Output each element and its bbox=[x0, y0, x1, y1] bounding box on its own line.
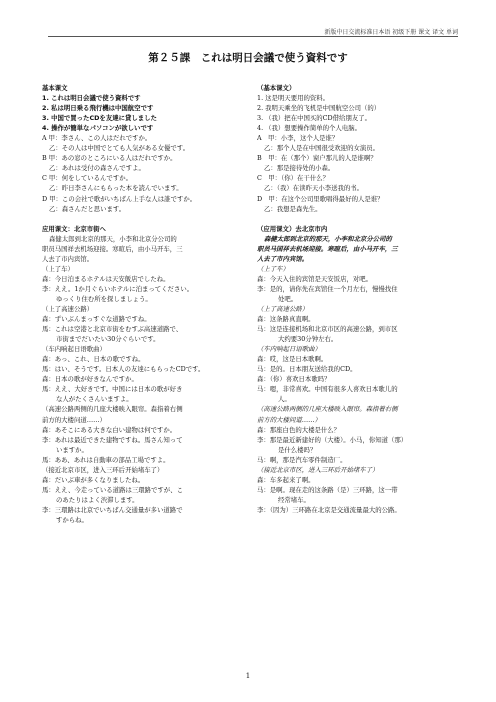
left-column-line: 应用课文：北京市街へ bbox=[42, 224, 106, 233]
right-column-line: 马：这是连接机场和北京市区的高速公路，到市区 bbox=[257, 325, 398, 334]
left-column-line: 乙：その人は中国でとても人気がある女優です。 bbox=[49, 144, 190, 153]
japanese-column bbox=[42, 83, 248, 525]
left-column-line: 馬：ええ、大好きです。中国には日本の歌が好き bbox=[42, 385, 183, 394]
right-column-line: 大约要30分钟左右。 bbox=[278, 335, 338, 344]
left-column-line: C 甲：何をしているんですか。 bbox=[42, 174, 132, 183]
right-column-line: 森：这条路真直啊。 bbox=[257, 315, 315, 324]
right-column-line: A 甲：小李，这个人是谁？ bbox=[257, 134, 339, 143]
right-column-line: 前方的大楼问道……） bbox=[257, 415, 321, 424]
right-column-line: 乙：那是接待处的小森。 bbox=[264, 164, 335, 173]
left-column-line: （上了高速公路） bbox=[42, 304, 94, 313]
left-column-line: 森：ずいぶんまっすぐな道路ですね。 bbox=[42, 315, 151, 324]
right-column-line: 是什么楼吗？ bbox=[278, 445, 317, 454]
left-column-line: 李：あれは最近できた建物ですね。馬さん知って bbox=[42, 435, 183, 444]
left-column-line: 市街までだいたい30分ぐらいです。 bbox=[56, 335, 160, 344]
left-column-line: 森：だいぶ車が多くなりましたね。 bbox=[42, 475, 145, 484]
right-column-line: C 甲：（你）在干什么？ bbox=[257, 174, 329, 183]
right-column-line: 2. 我明天乘坐的飞机是中国航空公司（的） bbox=[257, 104, 381, 113]
left-column-line: 森：あっ、これ、日本の歌ですね。 bbox=[42, 355, 145, 364]
right-column-line: 李：那是最近新建好的（大楼）。小马，你知道（那） bbox=[257, 435, 408, 444]
right-column-line: 乙：那个人是在中国很受欢迎的女演员。 bbox=[264, 144, 380, 153]
right-column-line: 乙：我想是森先生。 bbox=[264, 204, 322, 213]
left-column-line: 森：今日泊まるホテルは天安飯店でしたね。 bbox=[42, 274, 170, 283]
left-column-line: いますか。 bbox=[56, 445, 88, 454]
left-column-line: （高速公路两侧的几座大楼映入眼帘。森指着右侧 bbox=[42, 405, 183, 414]
left-column-line: のあたりはよく渋滞します。 bbox=[56, 495, 139, 504]
right-column-line: 经常堵车。 bbox=[278, 495, 310, 504]
right-column-line: B 甲：在（那个）窗户那儿的人是谁啊？ bbox=[257, 154, 377, 163]
left-column-line: （车内响起日语歌曲） bbox=[42, 345, 106, 354]
right-column-line: 处吧。 bbox=[278, 294, 298, 303]
right-column-line: 马：是的。日本朋友送给我的CD。 bbox=[257, 365, 357, 374]
right-column-line: 人去了市内宾馆。 bbox=[257, 254, 309, 263]
left-column-line: 1. これは明日会議で使う資料です bbox=[42, 94, 141, 103]
right-column-line: 乙：（我）在读昨天小李送我的书。 bbox=[264, 184, 364, 193]
left-column-line: 馬：これは空港と北京市街をむすぶ高速道路で、 bbox=[42, 325, 183, 334]
right-column-line: 森：那座白色的大楼是什么？ bbox=[257, 425, 341, 434]
right-column-line: （高速公路两侧的几座大楼映入眼帘。森指着右侧 bbox=[257, 405, 398, 414]
left-column-line: 2. 私は明日乗る飛行機は中国航空です bbox=[42, 104, 154, 113]
right-column-line: D 甲：在这个公司里歌唱得最好的人是谁？ bbox=[257, 194, 384, 203]
right-column-line: 马：嗯，非常喜欢。中国有很多人喜欢日本歌儿的 bbox=[257, 385, 398, 394]
right-column-line: 森健太郎到北京的那天，小李和北京分公司的 bbox=[264, 234, 392, 243]
right-column-line: （上了高速公路） bbox=[257, 304, 309, 313]
left-column-line: 乙：あれは受付の森さんですよ。 bbox=[49, 164, 145, 173]
right-column-line: （上了车） bbox=[257, 264, 289, 273]
left-column-line: 森：あそこにある大きな白い建物は何ですか。 bbox=[42, 425, 177, 434]
right-column-line: 李：（因为）三环路在北京是交通流量最大的公路。 bbox=[257, 505, 401, 514]
right-column-line: 3. （我）把在中国买的CD借给朋友了。 bbox=[257, 114, 372, 123]
left-column-line: 人去了市内宾馆。 bbox=[42, 254, 94, 263]
left-column-line: 森健太郎到北京的那天，小李和北京分公司的 bbox=[49, 234, 177, 243]
right-column-line: 4. （我）想要操作简单的个人电脑。 bbox=[257, 124, 361, 133]
right-column-line: 人。 bbox=[278, 395, 291, 404]
lesson-title: 第２５課 これは明日会議で使う資料です bbox=[148, 52, 348, 64]
left-column-line: 基本课文 bbox=[42, 84, 68, 92]
left-column-line: な人がたくさんいますよ。 bbox=[56, 395, 133, 404]
left-column-line: 李：三環路は北京でいちばん交通量が多い道路で bbox=[42, 505, 183, 514]
right-column-line: 李：是的，请你先在宾馆住一个月左右，慢慢找住 bbox=[257, 284, 398, 293]
right-column-line: 森：哎，这是日本歌啊。 bbox=[257, 355, 328, 364]
right-column-line: 1. 这是明天要用的资料。 bbox=[257, 94, 330, 103]
left-column-line: 职员马国祥去机场迎接。寒暄后，由小马开车，三 bbox=[42, 244, 183, 253]
left-column-line: すからね。 bbox=[56, 515, 88, 524]
chinese-translation-column bbox=[257, 83, 467, 515]
right-column-line: （应用课文）去北京市内 bbox=[257, 224, 328, 233]
left-column-line: 馬：ああ、あれは自動車の部品工場ですよ。 bbox=[42, 455, 170, 464]
right-column-line: 马：啊，那是汽车零件制造厂。 bbox=[257, 455, 347, 464]
page-number: 1 bbox=[245, 672, 251, 680]
right-column-line: （基本课文） bbox=[257, 84, 296, 92]
left-column-line: A 甲：李さん、この人はだれですか。 bbox=[42, 134, 152, 143]
right-column-line: 职员马国祥去机场迎接。寒暄后，由小马开车，三 bbox=[257, 244, 398, 253]
left-column-line: 乙：昨日李さんにもらった本を読んでいます。 bbox=[49, 184, 183, 193]
header-rule bbox=[48, 36, 458, 37]
running-header: 新版中日交流标准日本语 初级下册 课文 译文 单词 bbox=[324, 29, 458, 36]
right-column-line: 森：车多起来了啊。 bbox=[257, 475, 315, 484]
right-column-line: 马：是啊。现在走的这条路（是）三环路，这一带 bbox=[257, 485, 398, 494]
left-column-line bbox=[42, 214, 248, 224]
right-column-line: 森：今天入住的宾馆是天安饭店，对吧。 bbox=[257, 274, 373, 283]
left-column-line: （接近北京市区，进入三环后开始堵车了） bbox=[42, 465, 164, 474]
left-column-line: 乙：森さんだと思います。 bbox=[49, 204, 126, 213]
right-column-line: 森：（你）喜欢日本歌吗？ bbox=[257, 375, 331, 384]
left-column-line: 馬：はい、そうです。日本人の友達にもらったCDです。 bbox=[42, 365, 205, 374]
left-column-line: D 甲：この会社で歌がいちばん上手な人は誰ですか。 bbox=[42, 194, 197, 203]
right-column-line: （接近北京市区，进入三环后开始堵车了） bbox=[257, 465, 379, 474]
left-column-line: 前方的大楼问道……） bbox=[42, 415, 106, 424]
right-column-line: （车内响起日语歌曲） bbox=[257, 345, 321, 354]
left-column-line: （上了车） bbox=[42, 264, 74, 273]
left-column-line: 4. 操作が簡単なパソコンが欲しいです bbox=[42, 124, 154, 133]
left-column-line: 3. 中国で買ったCDを友達に貸しました bbox=[42, 114, 157, 123]
left-column-line: B 甲：あの窓のところにいる人はだれですか。 bbox=[42, 154, 177, 163]
left-column-line: ゆっくり住む所を探しましょう。 bbox=[56, 294, 152, 303]
left-column-line: 森：日本の歌が好きなんですか。 bbox=[42, 375, 138, 384]
left-column-line: 馬：ええ、今走っている道路は三環路ですが、こ bbox=[42, 485, 183, 494]
right-column-line bbox=[257, 214, 467, 224]
left-column-line: 李：ええ。1か月ぐらいホテルに泊まってください。 bbox=[42, 284, 194, 293]
